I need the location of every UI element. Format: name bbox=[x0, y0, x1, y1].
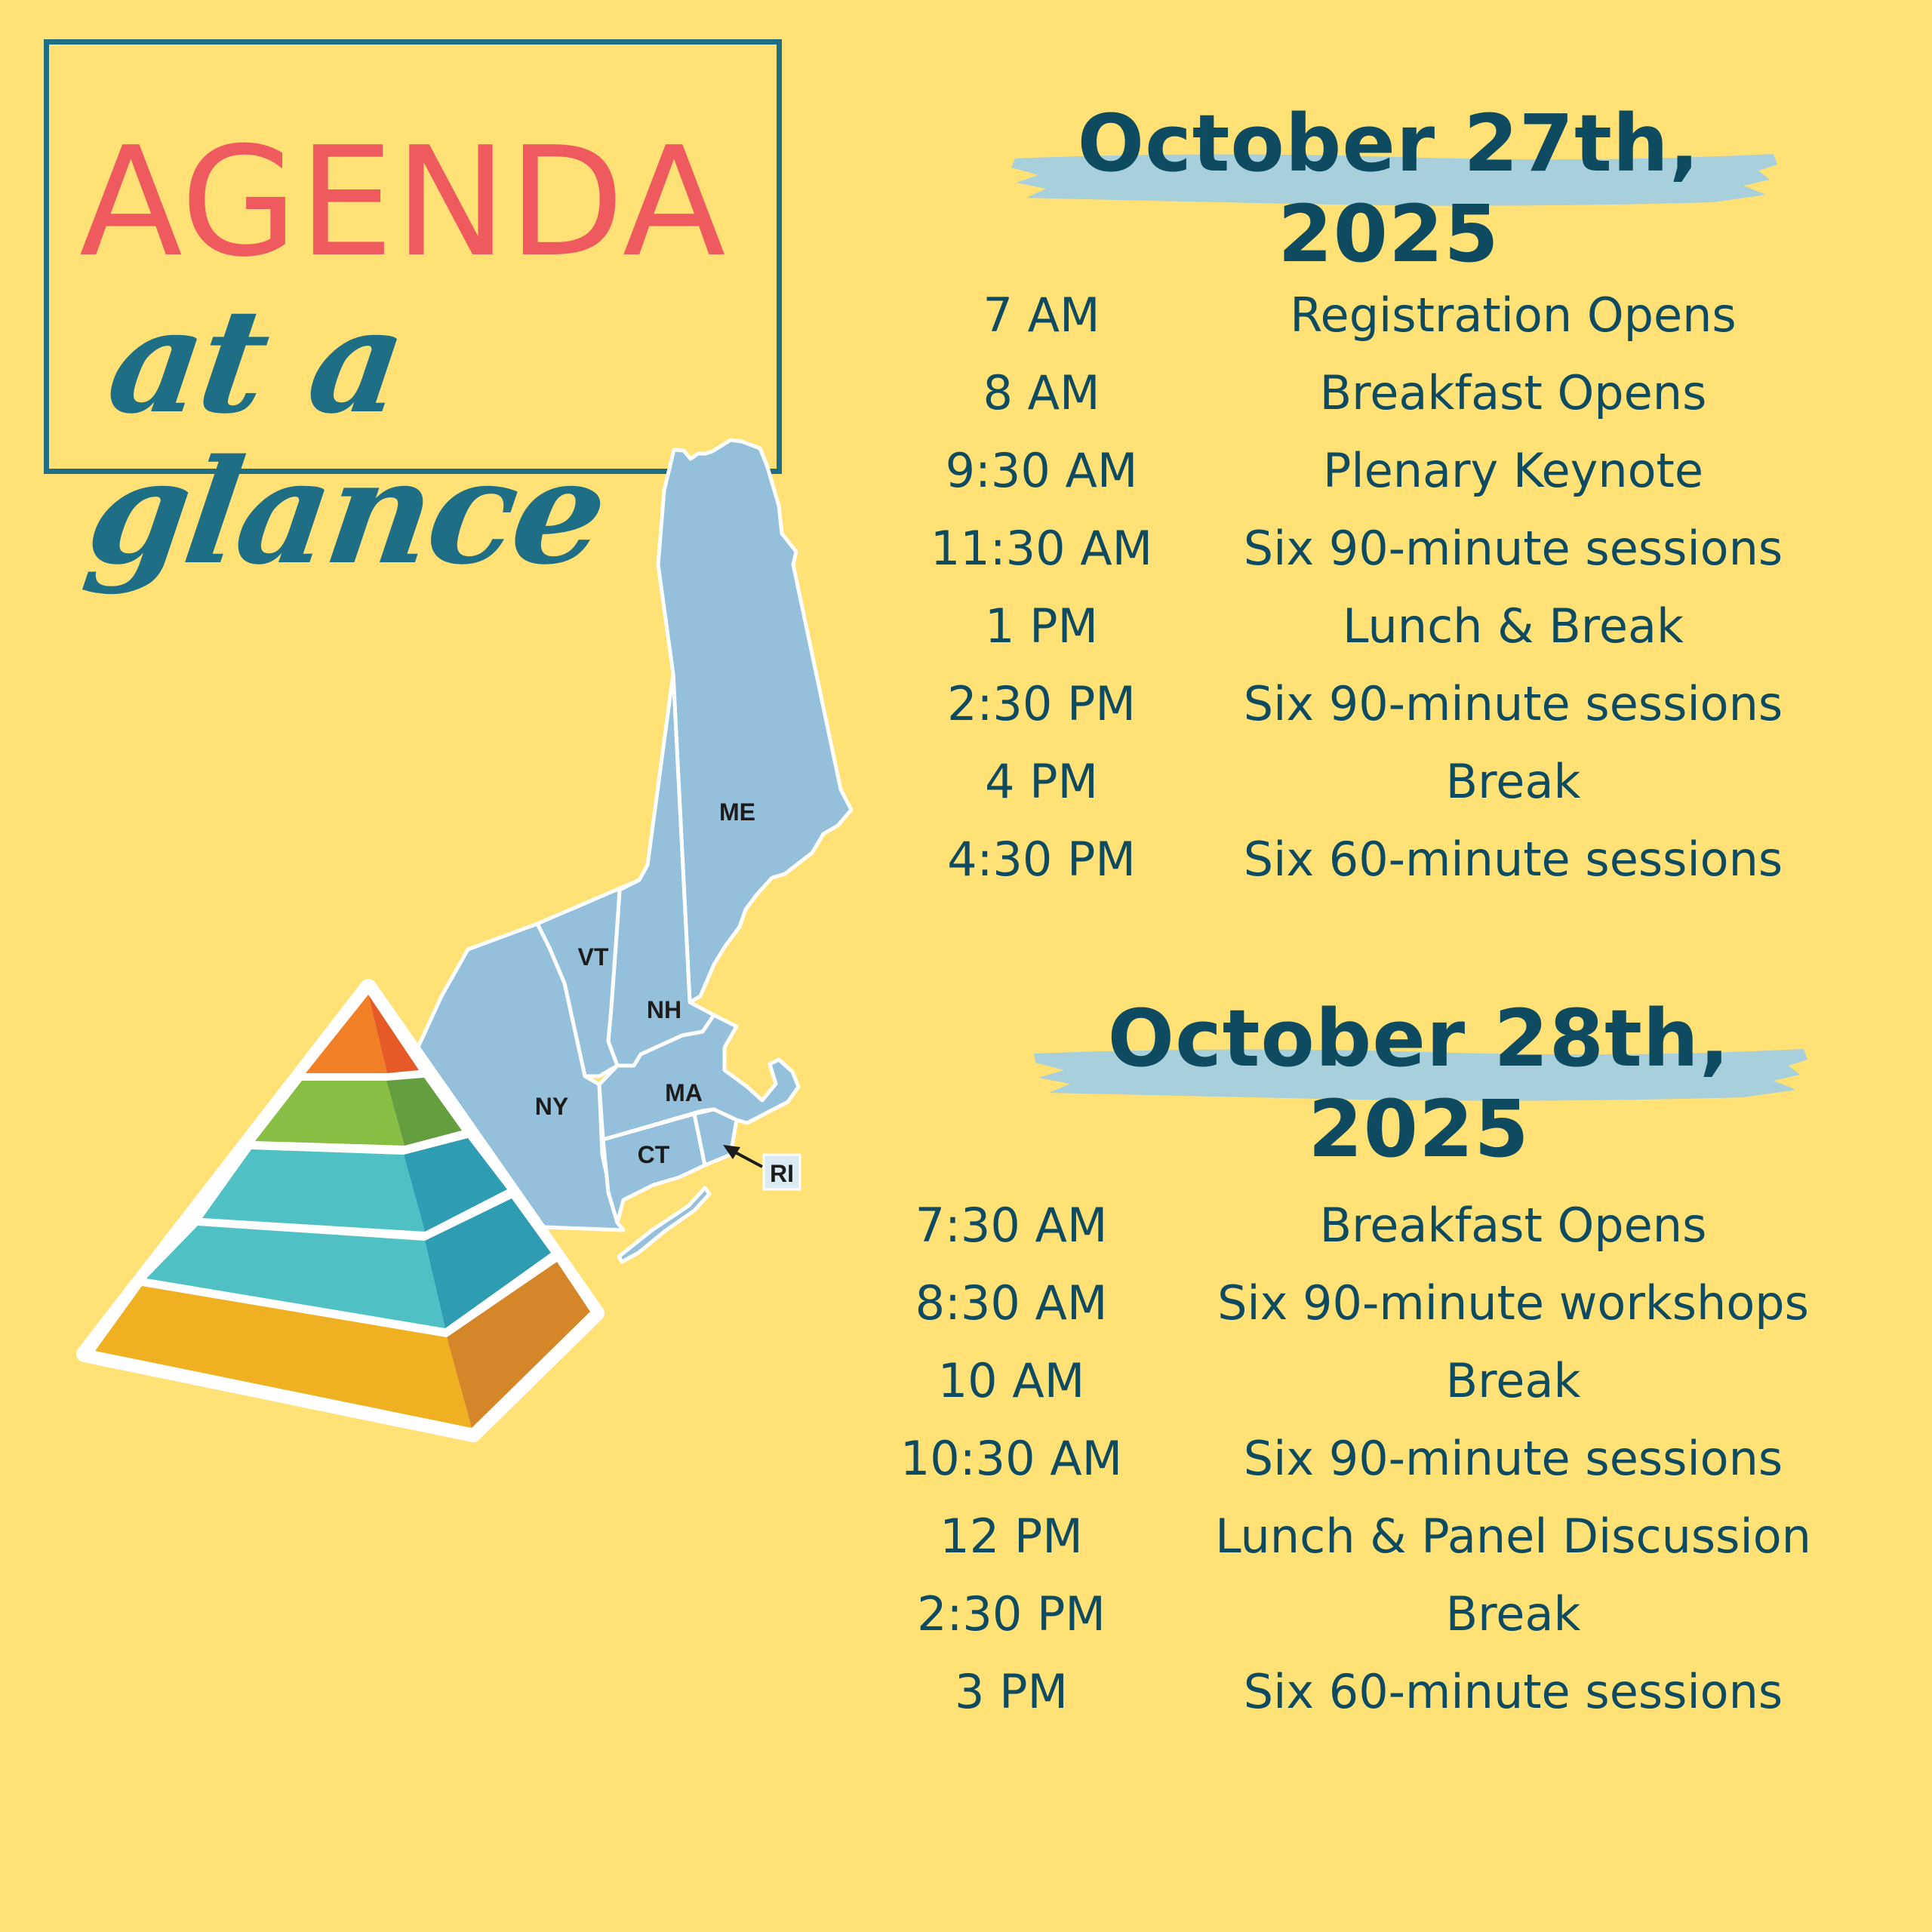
schedule-row bbox=[875, 509, 1857, 587]
schedule-time: 3 PM bbox=[954, 1664, 1069, 1719]
title-agenda: AGENDA bbox=[79, 115, 727, 291]
day-2-heading bbox=[1004, 992, 1834, 1175]
schedule-event: Six 60-minute sessions bbox=[1243, 1664, 1783, 1719]
schedule-row bbox=[875, 1420, 1857, 1497]
schedule-time: 10 AM bbox=[937, 1353, 1085, 1408]
schedule-row bbox=[875, 1653, 1857, 1730]
map-label-ri: RI bbox=[770, 1160, 794, 1187]
day-1-date: October 27th, 2025 bbox=[1077, 97, 1700, 280]
schedule-event: Six 90-minute sessions bbox=[1243, 1431, 1783, 1486]
schedule-row bbox=[875, 432, 1857, 509]
map-label-ma: MA bbox=[665, 1079, 703, 1106]
schedule-event: Lunch & Panel Discussion bbox=[1215, 1509, 1811, 1564]
schedule-row bbox=[875, 354, 1857, 432]
schedule-row bbox=[875, 587, 1857, 665]
map-label-nh: NH bbox=[646, 996, 682, 1023]
schedule-row bbox=[875, 665, 1857, 743]
schedule-time: 8:30 AM bbox=[915, 1275, 1108, 1331]
schedule-event: Breakfast Opens bbox=[1319, 1198, 1707, 1253]
schedule-event: Registration Opens bbox=[1290, 288, 1737, 343]
schedule-event: Lunch & Break bbox=[1343, 598, 1684, 654]
schedule-row bbox=[875, 276, 1857, 354]
schedule-row bbox=[875, 743, 1857, 820]
map-long-island bbox=[619, 1188, 709, 1262]
schedule-row bbox=[875, 1186, 1857, 1264]
schedule-time: 4 PM bbox=[984, 754, 1099, 809]
schedule-event: Plenary Keynote bbox=[1322, 443, 1704, 498]
map-label-vt: VT bbox=[577, 943, 609, 971]
schedule-time: 2:30 PM bbox=[917, 1586, 1106, 1641]
map-label-ct: CT bbox=[637, 1141, 670, 1168]
schedule-event: Breakfast Opens bbox=[1319, 365, 1707, 420]
schedule-time: 7:30 AM bbox=[915, 1198, 1108, 1253]
schedule-event: Break bbox=[1445, 1586, 1581, 1641]
schedule-time: 9:30 AM bbox=[945, 443, 1138, 498]
schedule-event: Six 90-minute sessions bbox=[1243, 676, 1783, 731]
schedule-time: 2:30 PM bbox=[947, 676, 1136, 731]
schedule-event: Six 90-minute sessions bbox=[1243, 521, 1783, 576]
schedule-time: 1 PM bbox=[984, 598, 1099, 654]
day-2-date: October 28th, 2025 bbox=[1107, 992, 1730, 1175]
schedule-event: Six 60-minute sessions bbox=[1243, 832, 1783, 887]
title-at-a-glance: at a glance bbox=[78, 277, 614, 596]
day-1-schedule bbox=[875, 276, 1857, 898]
schedule-row bbox=[875, 1497, 1857, 1575]
map-callout-ri bbox=[723, 1145, 800, 1189]
schedule-time: 8 AM bbox=[983, 365, 1100, 420]
schedule-event: Break bbox=[1445, 754, 1581, 809]
day-1-heading bbox=[974, 97, 1804, 280]
schedule-row bbox=[875, 1575, 1857, 1653]
schedule-time: 11:30 AM bbox=[930, 521, 1153, 576]
schedule-time: 7 AM bbox=[983, 288, 1100, 343]
schedule-time: 10:30 AM bbox=[900, 1431, 1123, 1486]
schedule-event: Break bbox=[1445, 1353, 1581, 1408]
schedule-row bbox=[875, 820, 1857, 898]
schedule-time: 4:30 PM bbox=[947, 832, 1136, 887]
schedule-row bbox=[875, 1342, 1857, 1420]
map-label-me: ME bbox=[719, 798, 755, 826]
map-label-ny: NY bbox=[534, 1093, 569, 1120]
schedule-row bbox=[875, 1264, 1857, 1342]
pyramid-tier-2 bbox=[255, 1081, 405, 1146]
day-2-schedule bbox=[875, 1186, 1857, 1730]
new-england-map-illustration bbox=[0, 0, 860, 1464]
schedule-time: 12 PM bbox=[940, 1509, 1083, 1564]
schedule-event: Six 90-minute workshops bbox=[1217, 1275, 1809, 1331]
